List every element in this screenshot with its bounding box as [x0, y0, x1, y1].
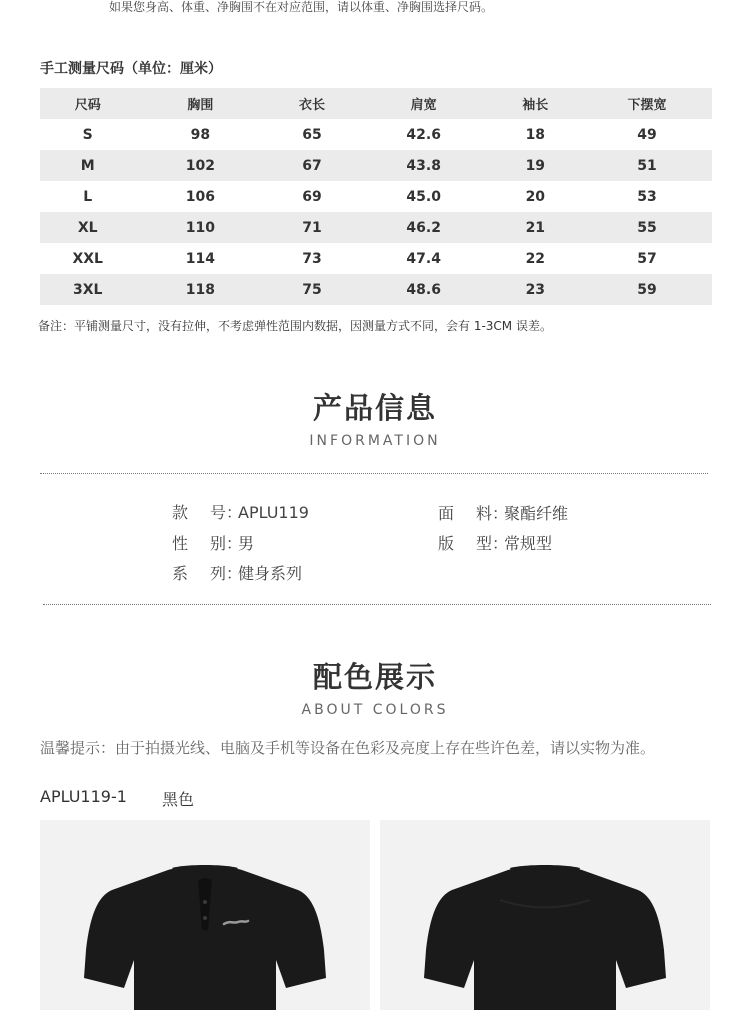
- info-series: [172, 561, 302, 584]
- size-chart-title: 手工测量尺码（单位：厘米）: [40, 61, 222, 77]
- info-value: 聚酯纤维: [504, 504, 569, 523]
- table-cell: 53: [637, 188, 657, 205]
- size-chart-note: 备注：平铺测量尺寸，没有拉伸，不考虑弹性范围内数据，因测量方式不同，会有 1-3CM 误差。: [38, 319, 552, 333]
- table-cell: M: [80, 157, 95, 174]
- table-cell: 110: [185, 219, 215, 236]
- table-cell: 48.6: [406, 281, 441, 298]
- info-separator: ：: [492, 534, 509, 553]
- info-value: 常规型: [504, 534, 553, 553]
- table-cell: 45.0: [406, 188, 441, 205]
- table-cell: 57: [637, 250, 657, 267]
- color-name: 黑色: [162, 790, 195, 809]
- product-info-subtitle: INFORMATION: [309, 433, 441, 449]
- info-separator: ：: [226, 503, 243, 522]
- info-label: 性别: [172, 534, 226, 553]
- table-cell: 59: [637, 281, 657, 298]
- header-cell: 衣长: [299, 98, 326, 113]
- info-label: 款号: [172, 503, 226, 522]
- table-row: [40, 243, 712, 274]
- table-cell: 73: [302, 250, 322, 267]
- info-value: 男: [238, 534, 255, 553]
- table-cell: L: [83, 188, 93, 205]
- header-cell: 胸围: [187, 98, 214, 113]
- size-advice-note: 如果您身高、体重、净胸围不在对应范围，请以体重、净胸围选择尺码。: [109, 0, 494, 14]
- info-label: 版型: [438, 534, 492, 553]
- info-label: 系列: [172, 564, 226, 583]
- divider-top: [40, 473, 708, 474]
- table-cell: 3XL: [72, 281, 103, 298]
- product-info-title: 产品信息: [312, 391, 437, 425]
- info-style-no: [172, 500, 309, 523]
- table-cell: 21: [525, 219, 546, 236]
- table-cell: 102: [185, 157, 215, 174]
- info-label: 面料: [438, 504, 492, 523]
- table-cell: XXL: [72, 250, 103, 267]
- info-separator: ：: [492, 504, 509, 523]
- info-value: 健身系列: [238, 564, 303, 583]
- header-cell: 下摆宽: [627, 98, 667, 113]
- table-cell: 71: [302, 219, 322, 236]
- info-value: APLU119: [238, 503, 309, 522]
- size-chart-table: [40, 88, 712, 305]
- table-cell: 51: [637, 157, 657, 174]
- table-cell: 23: [525, 281, 546, 298]
- table-cell: 19: [525, 157, 546, 174]
- color-notice: 温馨提示：由于拍摄光线、电脑及手机等设备在色彩及亮度上存在些许色差，请以实物为准。: [40, 739, 656, 757]
- table-cell: 114: [185, 250, 215, 267]
- table-cell: 65: [302, 126, 322, 143]
- table-cell: 106: [185, 188, 215, 205]
- info-fabric: [438, 501, 568, 524]
- table-cell: 18: [525, 126, 546, 143]
- table-row: [40, 181, 712, 212]
- table-cell: 46.2: [406, 219, 441, 236]
- table-cell: 22: [525, 250, 546, 267]
- table-cell: 55: [637, 219, 657, 236]
- table-row: [40, 119, 712, 150]
- info-gender: [172, 531, 254, 554]
- header-cell: 肩宽: [410, 98, 437, 113]
- table-cell: 42.6: [406, 126, 441, 143]
- polo-shirt-back-image: [380, 820, 710, 1010]
- table-row: [40, 212, 712, 243]
- colors-title: 配色展示: [312, 660, 437, 694]
- info-separator: ：: [226, 564, 243, 583]
- info-separator: ：: [226, 534, 243, 553]
- product-photo-back: [380, 820, 710, 1010]
- info-fit: [438, 531, 552, 554]
- product-photo-front: [40, 820, 370, 1010]
- color-code: APLU119-1: [40, 787, 127, 806]
- table-cell: S: [82, 126, 93, 143]
- table-cell: 49: [637, 126, 657, 143]
- table-cell: 98: [190, 126, 211, 143]
- header-cell: 尺码: [74, 98, 101, 113]
- table-cell: XL: [77, 219, 98, 236]
- table-cell: 47.4: [406, 250, 441, 267]
- header-cell: 袖长: [522, 98, 549, 113]
- table-cell: 69: [302, 188, 322, 205]
- table-cell: 43.8: [406, 157, 441, 174]
- table-cell: 75: [302, 281, 322, 298]
- size-chart-header-row: [40, 88, 712, 119]
- divider-bottom: [43, 604, 711, 605]
- table-row: [40, 274, 712, 305]
- table-cell: 118: [185, 281, 215, 298]
- colors-subtitle: ABOUT COLORS: [301, 702, 449, 718]
- table-cell: 20: [525, 188, 546, 205]
- table-row: [40, 150, 712, 181]
- polo-shirt-front-image: [40, 820, 370, 1010]
- table-cell: 67: [302, 157, 322, 174]
